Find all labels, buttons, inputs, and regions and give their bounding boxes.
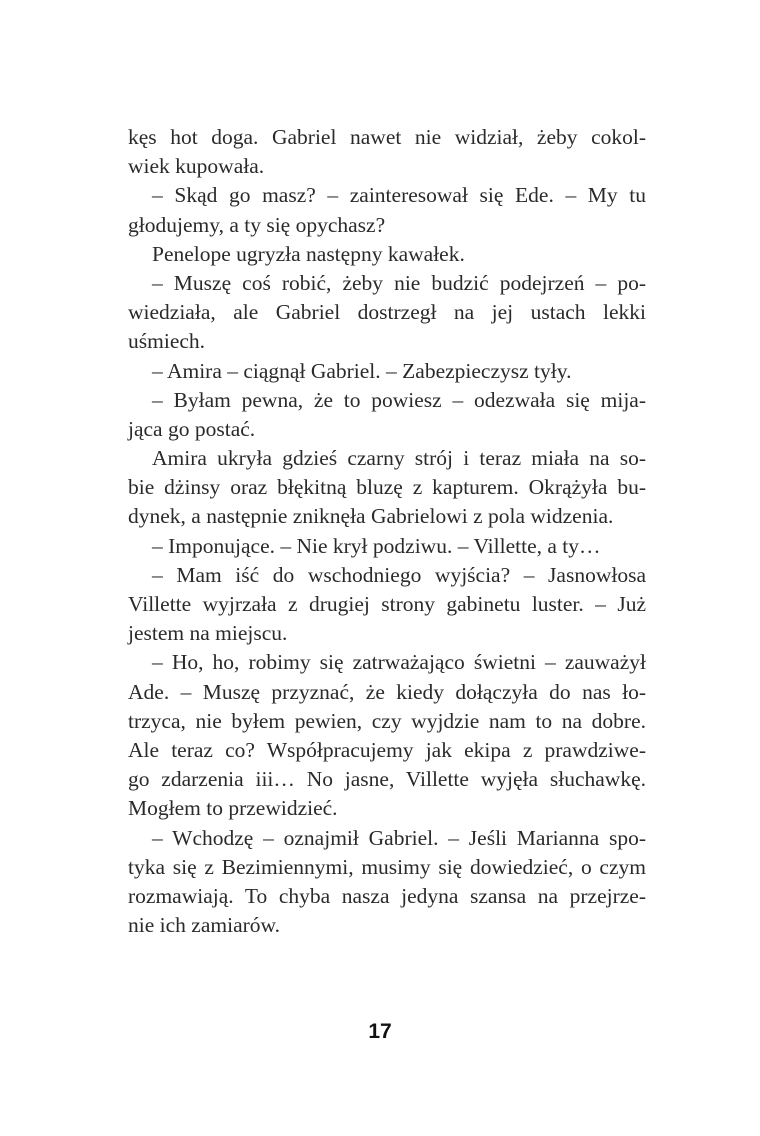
text-line: go zdarzenia iii… No jasne, Villette wyjęła słuchawkę. xyxy=(128,767,646,792)
text-line: Villette wyjrzała z drugiej strony gabinetu luster. – Już xyxy=(128,592,646,616)
text-line: nie ich zamiarów. xyxy=(128,913,281,938)
text-line: – Mam iść do wschodniego wyjścia? – Jasnowłosa xyxy=(152,562,646,587)
text-line: Mogłem to przewidzieć. xyxy=(128,796,338,821)
text-line: – Byłam pewna, że to powiesz – odezwała się mija- xyxy=(152,387,646,412)
text-line: – Wchodzę – oznajmił Gabriel. – Jeśli Marianna spo- xyxy=(152,825,646,850)
text-line: – Ho, ho, robimy się zatrważająco świetni – zauważył xyxy=(152,650,646,675)
text-line: Amira ukryła gdzieś czarny strój i teraz miała na so- xyxy=(152,446,646,471)
text-line: trzyca, nie byłem pewien, czy wyjdzie nam to na dobre. xyxy=(128,708,646,733)
body-text xyxy=(128,123,646,940)
text-line: kęs hot doga. Gabriel nawet nie widział, żeby cokol- xyxy=(128,125,646,149)
page-number: 17 xyxy=(368,1020,392,1043)
text-line: – Muszę coś robić, żeby nie budzić podejrzeń – po- xyxy=(152,270,646,295)
text-line: – Skąd go masz? – zainteresował się Ede. – My tu xyxy=(152,183,646,208)
text-line: jąca go postać. xyxy=(128,416,256,441)
text-line: wiedziała, ale Gabriel dostrzegł na jej ustach lekki xyxy=(128,300,646,325)
text-line: rozmawiają. To chyba nasza jedyna szansa na przejrze- xyxy=(128,883,646,908)
text-line: jestem na miejscu. xyxy=(128,621,288,646)
text-line: Penelope ugryzła następny kawałek. xyxy=(152,241,465,266)
text-line: tyka się z Bezimiennymi, musimy się dowiedzieć, o czym xyxy=(128,854,646,879)
text-line: wiek kupowała. xyxy=(128,154,265,179)
text-line: – Amira – ciągnął Gabriel. – Zabezpieczysz tyły. xyxy=(152,358,572,383)
text-line: uśmiech. xyxy=(128,329,206,354)
text-line: Ale teraz co? Współpracujemy jak ekipa z prawdziwe- xyxy=(128,737,646,762)
text-line: dynek, a następnie zniknęła Gabrielowi z pola widzenia. xyxy=(128,504,614,529)
text-line: – Imponujące. – Nie krył podziwu. – Villette, a ty… xyxy=(152,533,601,558)
text-line: Ade. – Muszę przyznać, że kiedy dołączyła do nas ło- xyxy=(128,679,646,704)
text-line: bie dżinsy oraz błękitną bluzę z kapturem. Okrążyła bu- xyxy=(128,475,646,500)
text-line: głodujemy, a ty się opychasz? xyxy=(128,212,386,237)
